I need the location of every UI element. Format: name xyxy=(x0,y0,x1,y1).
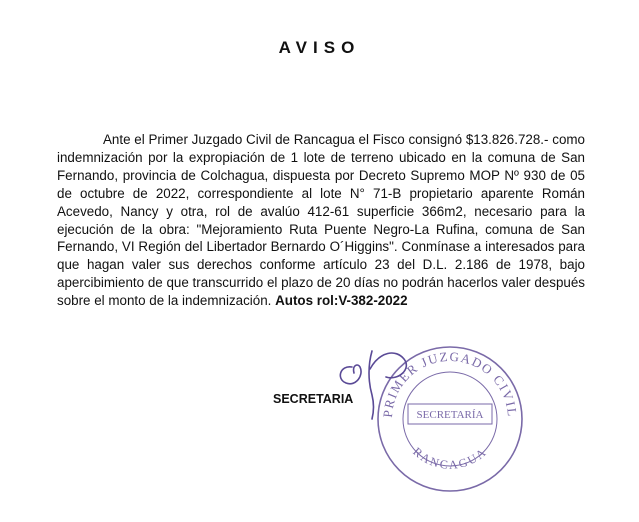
stamp-bottom-text xyxy=(410,444,490,472)
case-number: Autos rol:V-382-2022 xyxy=(275,293,408,309)
stamp-center-text: SECRETARÍA xyxy=(416,409,484,421)
handwritten-signature xyxy=(330,345,440,425)
stamp-outer-textpath: PRIMER JUZGADO CIVIL xyxy=(379,348,521,419)
notice-body xyxy=(57,131,585,310)
stamp-bottom-textpath: RANCAGUA xyxy=(410,444,490,472)
signature-label: SECRETARIA xyxy=(273,392,354,406)
notice-body-text: Ante el Primer Juzgado Civil de Rancagua el Fisco consignó $13.826.728.- como indemnización por la expropiación de 1 lote de terreno ubicado en la comuna de San Fernando, provincia de Colchagua, dispuesta por Decreto Supremo MOP Nº 930 de 05 de octubre de 2022, correspondiente al lote N° 71-B propietario aparente Román Acevedo, Nancy y otra, rol de avalúo 412-61 superficie 366m2, necesario para la ejecución de la obra: "Mejoramiento Ruta Puente Negro-La Rufina, comuna de San Fernando, VI Región del Libertador Bernardo O´Higgins". Conmínase a interesados para que hagan valer sus derechos conforme artículo 23 del D.L. 2.186 de 1978, bajo apercibimiento de que transcurrido el plazo de 20 días no podrán hacerlos valer después sobre el monto de la indemnización. xyxy=(57,132,585,309)
document-title: AVISO xyxy=(278,38,361,57)
